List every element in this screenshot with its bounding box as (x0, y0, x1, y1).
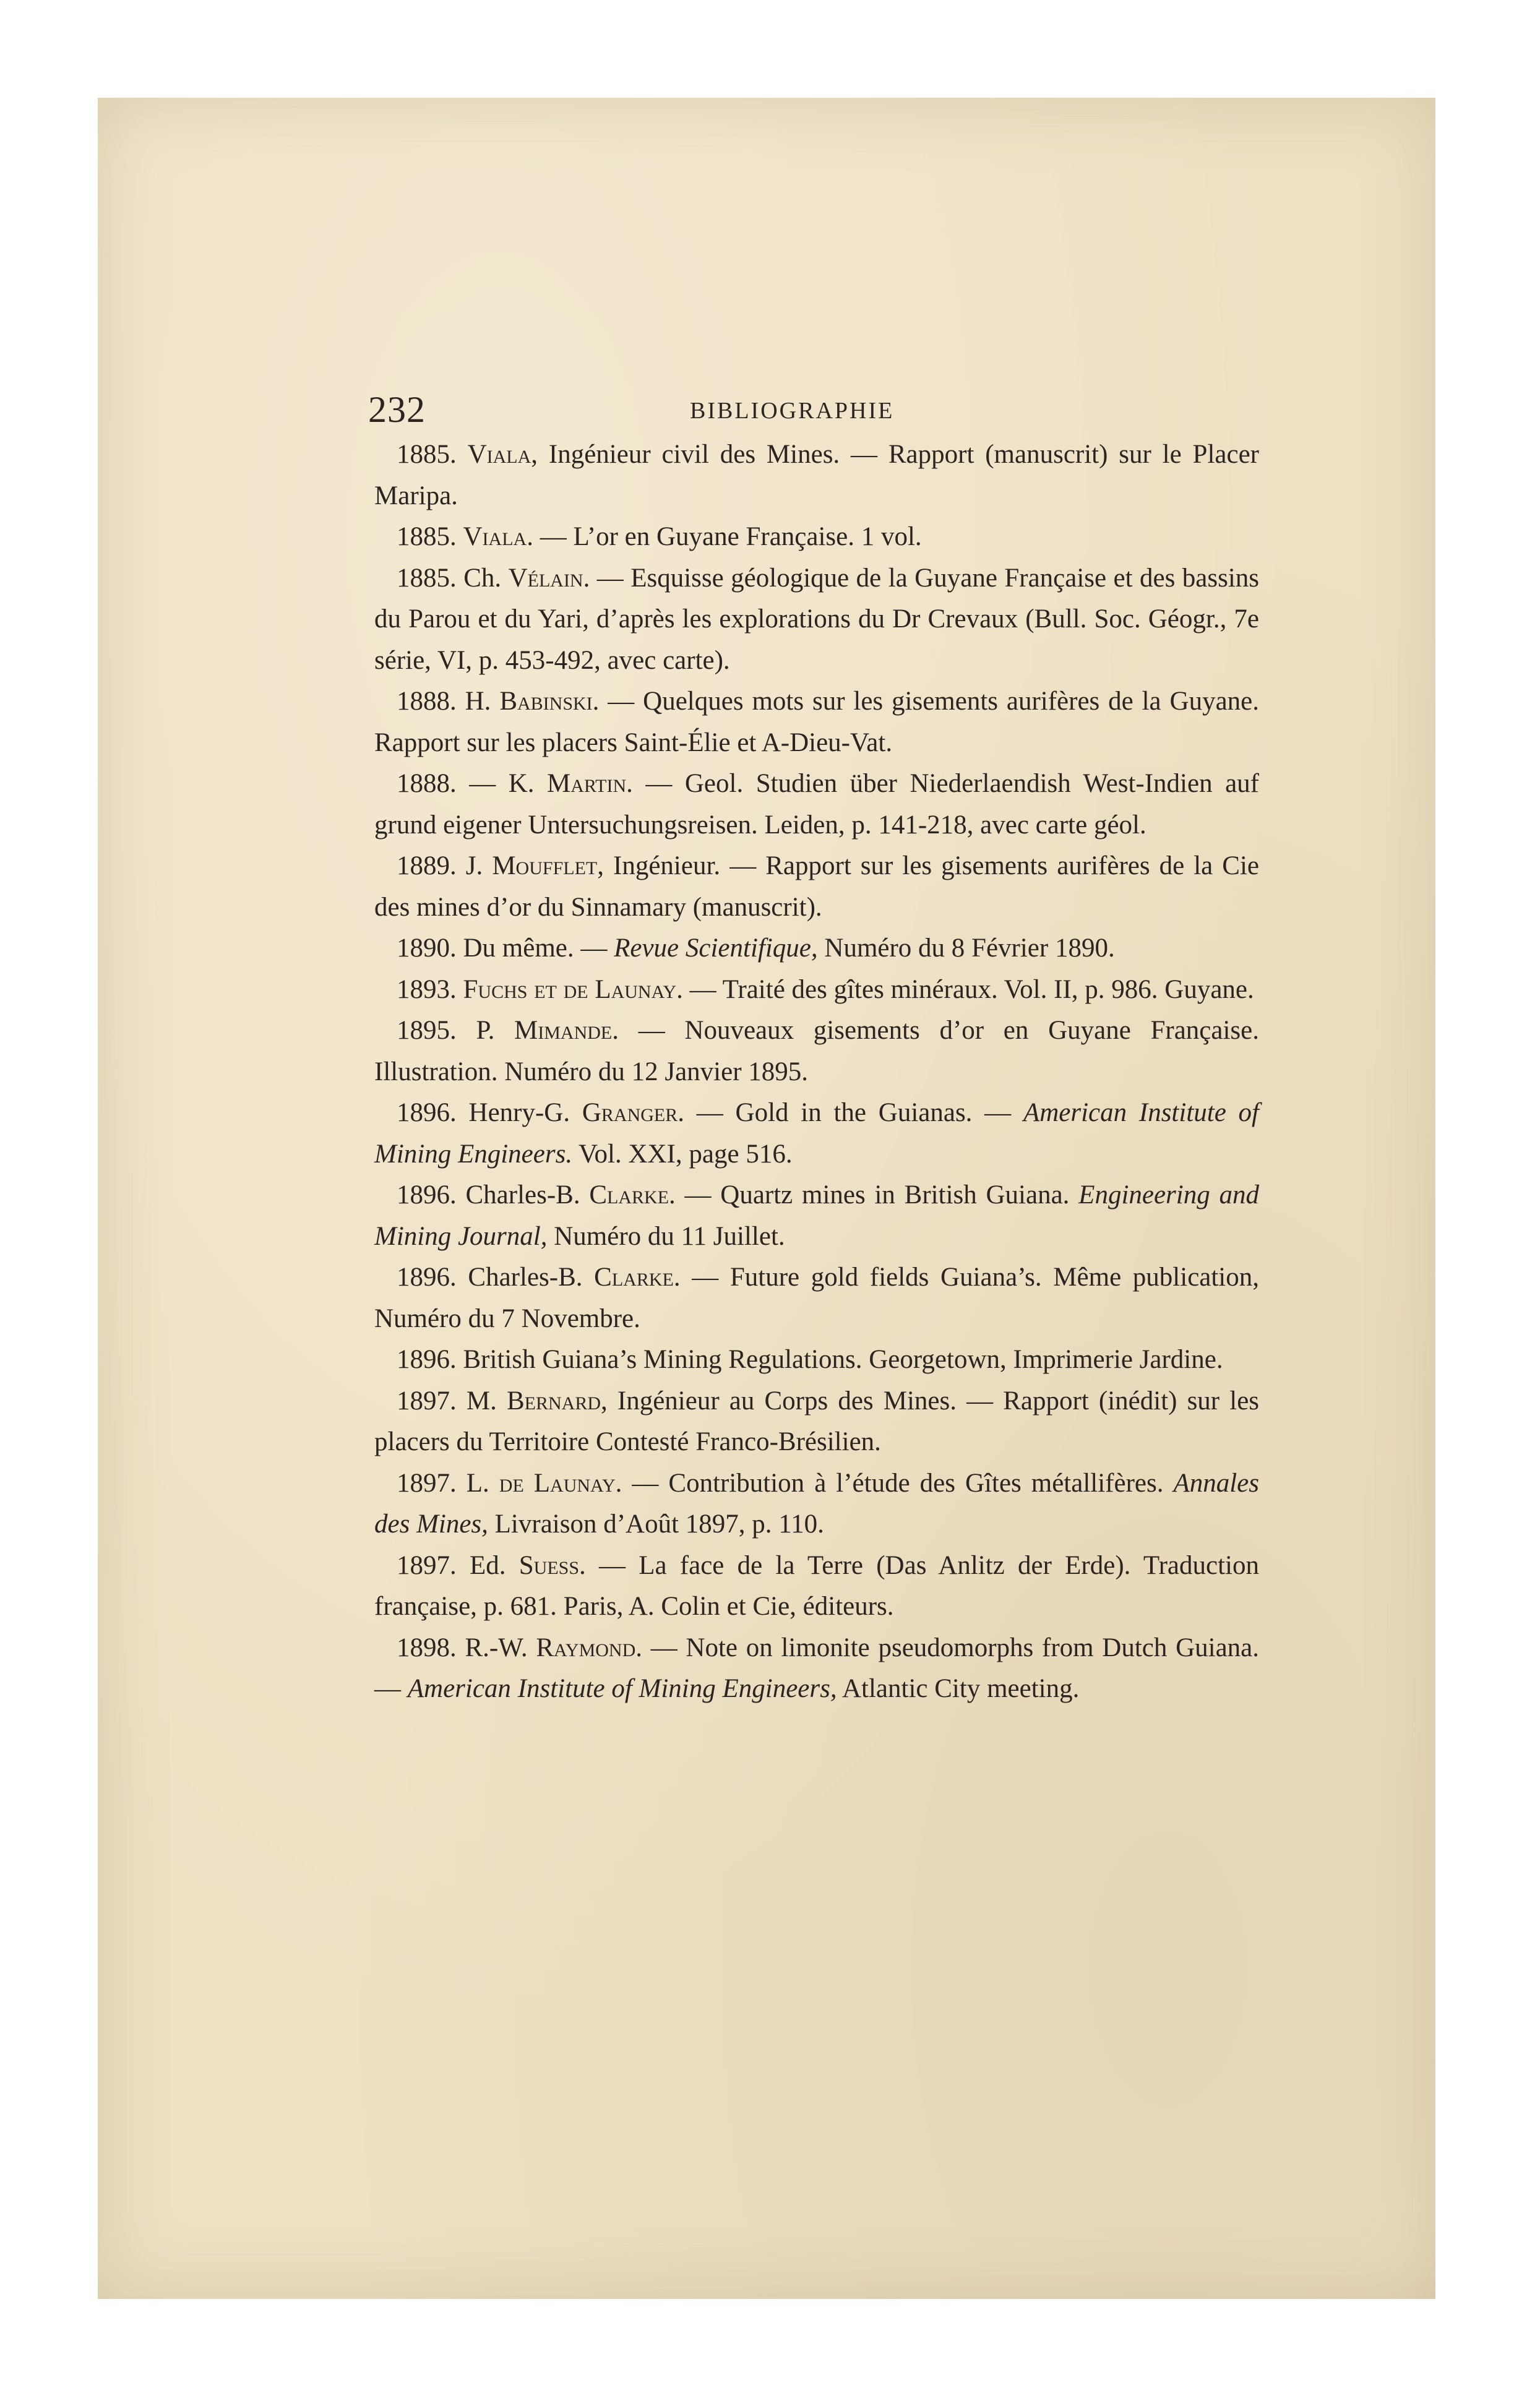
bibliography-entry: 1889. J. Moufflet, Ingénieur. — Rapport sur les gisements aurifères de la Cie des mines d’or du Sinnamary (manuscrit). (374, 851, 1260, 922)
bibliography-entry: 1885. Ch. Vélain. — Esquisse géologique de la Guyane Française et des bassins du Parou et du Yari, d’après les explorations du Dr Crevaux (Bull. Soc. Géogr., 7e série, VI, p. 453-492, avec carte). (374, 563, 1260, 675)
bibliography-entry: 1885. Viala, Ingénieur civil des Mines. — Rapport (manuscrit) sur le Placer Maripa. (374, 440, 1259, 510)
bibliography-entry: 1897. M. Bernard, Ingénieur au Corps des Mines. — Rapport (inédit) sur les placers du Territoire Contesté Franco-Brésilien. (374, 1386, 1260, 1456)
bibliography-entry: 1885. Viala. — L’or en Guyane Française. 1 vol. (397, 522, 922, 551)
page-number: 232 (368, 389, 426, 430)
page-header (368, 389, 1259, 438)
bibliography-entry: 1897. L. de Launay. — Contribution à l’étude des Gîtes métallifères. Annales des Mines, Livraison d’Août 1897, p. 110. (374, 1468, 1260, 1539)
running-head: BIBLIOGRAPHIE (690, 398, 895, 424)
bibliography-entry: 1888. H. Babinski. — Quelques mots sur les gisements aurifères de la Guyane. Rapport sur les placers Saint-Élie et A-Dieu-Vat. (374, 687, 1259, 757)
bibliography-entry: 1888. — K. Martin. — Geol. Studien über Niederlaendish West-Indien auf grund eigener Untersuchungsreisen. Leiden, p. 141-218, avec carte géol. (374, 769, 1259, 840)
bibliography-entry: 1896. Henry-G. Granger. — Gold in the Guianas. — American Institute of Mining Engineers. Vol. XXI, page 516. (374, 1098, 1260, 1169)
bibliography-entry: 1896. Charles-B. Clarke. — Future gold fields Guiana’s. Même publication, Numéro du 7 Novembre. (374, 1263, 1260, 1333)
bibliography-entry: 1898. R.-W. Raymond. — Note on limonite pseudomorphs from Dutch Guiana. — American Institute of Mining Engineers, Atlantic City meeting. (374, 1633, 1260, 1703)
bibliography-entry: 1897. Ed. Suess. — La face de la Terre (Das Anlitz der Erde). Traduction française, p. 681. Paris, A. Colin et Cie, éditeurs. (374, 1550, 1259, 1621)
bibliography-entry: 1896. Charles-B. Clarke. — Quartz mines in British Guiana. Engineering and Mining Journal, Numéro du 11 Juillet. (374, 1180, 1259, 1251)
bibliography-entry: 1895. P. Mimande. — Nouveaux gisements d’or en Guyane Française. Illustration. Numéro du 12 Janvier 1895. (374, 1016, 1259, 1086)
bibliography-entry: 1893. Fuchs et de Launay. — Traité des gîtes minéraux. Vol. II, p. 986. Guyane. (397, 974, 1254, 1004)
bibliography-entry: 1896. British Guiana’s Mining Regulations. Georgetown, Imprimerie Jardine. (397, 1345, 1223, 1374)
bibliography-list (374, 434, 1259, 1710)
bibliography-entry: 1890. Du même. — Revue Scientifique, Numéro du 8 Février 1890. (397, 934, 1115, 963)
